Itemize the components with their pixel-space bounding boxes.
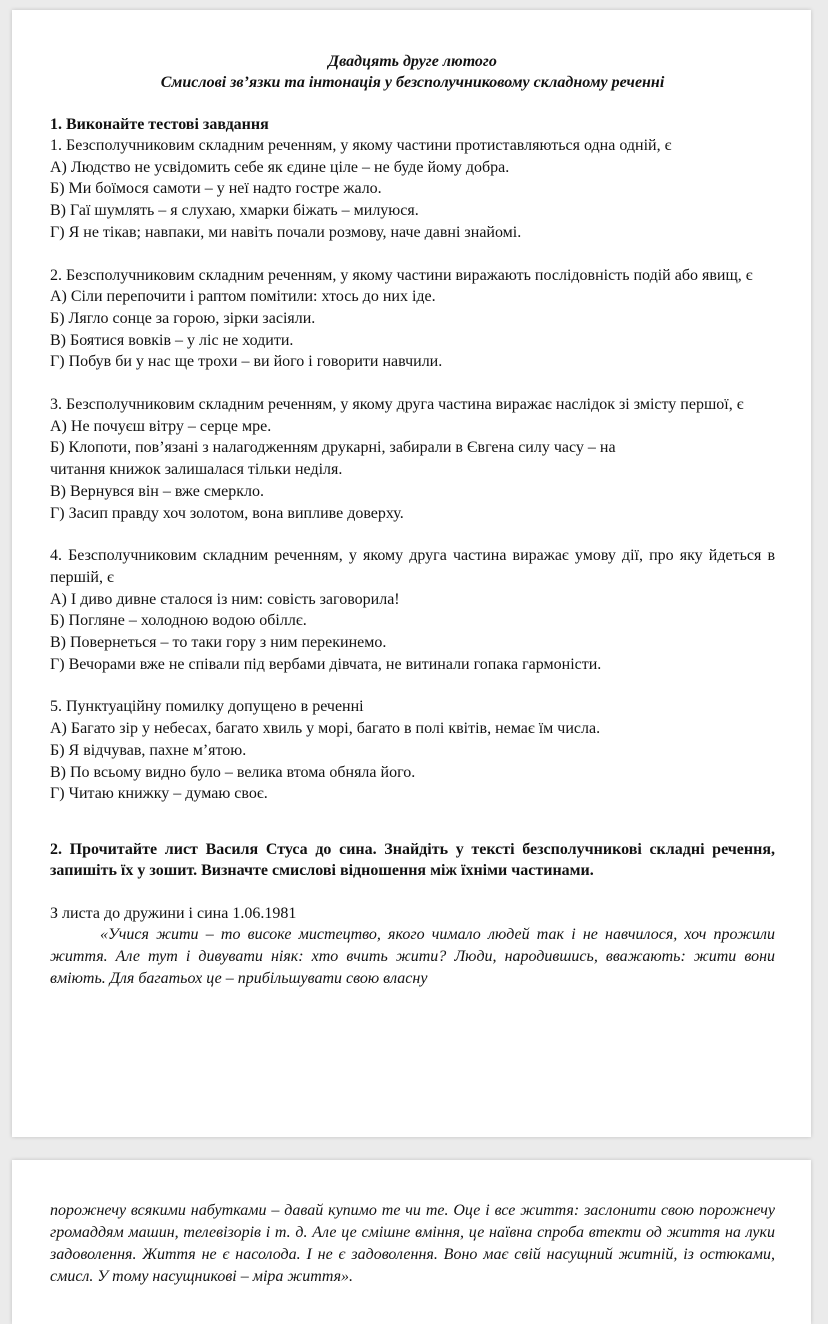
question-3 xyxy=(50,394,775,524)
question-1 xyxy=(50,135,775,244)
page-2-content xyxy=(50,1200,775,1288)
document-page-2 xyxy=(12,1160,811,1324)
spacer xyxy=(50,373,775,394)
answer-option: В) Вернувся він – вже смеркло. xyxy=(50,482,264,500)
question-4 xyxy=(50,545,775,675)
document-page-1 xyxy=(12,10,811,1137)
answer-option: Б) Лягло сонце за горою, зірки засіяли. xyxy=(50,309,316,327)
answer-option: Г) Вечорами вже не співали під вербами дівчата, не витинали гопака гармоністи. xyxy=(50,655,602,673)
lesson-date: Двадцять друге лютого xyxy=(328,53,497,70)
answer-option: А) Не почуєш вітру – серце мре. xyxy=(50,417,272,435)
answer-option: В) По всьому видно було – велика втома обняла його. xyxy=(50,763,416,781)
lesson-topic: Смислові зв’язки та інтонація у безсполучниковому складному реченні xyxy=(160,74,665,91)
letter-quote-part-2: порожнечу всякими набутками – давай купимо те чи те. Оце і все життя: заслонити свою порожнечу громаддям машин, телевізорів і т. д. Але це смішне вміння, це наївна спроба втекти од життя на луки задоволення. Життя не є насолода. І не є задоволення. Воно має свій насущний житній, із остюками, смисл. У тому насущникові – міра життя». xyxy=(50,1202,775,1285)
spacer xyxy=(50,882,775,903)
letter-quote-part-1: «Учися жити – то високе мистецтво, якого чимало людей так і не навчилося, хоч прожили життя. Але тут і дивувати ніяк: хто вчить жити? Люди, народившись, вважають: жити вони вміють. Для багатьох це – прибільшувати свою власну xyxy=(50,925,775,987)
page-1-content xyxy=(50,51,775,990)
answer-option: В) Гаї шумлять – я слухаю, хмарки біжать – милуюся. xyxy=(50,202,419,220)
question-text: 4. Безсполучниковим складним реченням, у якому друга частина виражає умову дії, про яку йдеться в першій, є xyxy=(50,547,775,586)
question-text: 2. Безсполучниковим складним реченням, у якому частини виражають послідовність подій або явищ, є xyxy=(50,266,753,284)
spacer xyxy=(50,805,775,839)
answer-option: Г) Читаю книжку – думаю своє. xyxy=(50,785,268,803)
answer-option: читання книжок залишалася тільки неділя. xyxy=(50,461,343,479)
answer-option: Б) Ми боїмося самоти – у неї надто гостре жало. xyxy=(50,180,382,198)
task-2-title: 2. Прочитайте лист Василя Стуса до сина. Знайдіть у тексті безсполучникові складні речення, запишіть їх у зошит. Визначте смислові відношення між їхніми частинами. xyxy=(50,840,775,880)
question-text: 1. Безсполучниковим складним реченням, у якому частини протиставляються одна одній, є xyxy=(50,137,672,154)
spacer xyxy=(50,244,775,265)
answer-option: Б) Клопоти, пов’язані з налагодженням друкарні, забирали в Євгена силу часу – на xyxy=(50,439,616,457)
question-text: 3. Безсполучниковим складним реченням, у якому друга частина виражає наслідок зі змісту першої, є xyxy=(50,396,744,414)
spacer xyxy=(50,675,775,696)
spacer xyxy=(50,93,775,114)
letter-source: З листа до дружини і сина 1.06.1981 xyxy=(50,904,297,922)
answer-option: В) Боятися вовків – у ліс не ходити. xyxy=(50,331,294,349)
spacer xyxy=(50,524,775,545)
answer-option: А) Багато зір у небесах, багато хвиль у морі, багато в полі квітів, немає їм числа. xyxy=(50,720,601,738)
answer-option: А) І диво дивне сталося із ним: совість заговорила! xyxy=(50,590,400,608)
answer-option: Г) Побув би у нас ще трохи – ви його і говорити навчили. xyxy=(50,353,443,371)
question-text: 5. Пунктуаційну помилку допущено в реченні xyxy=(50,698,364,716)
answer-option: Г) Засип правду хоч золотом, вона випливе доверху. xyxy=(50,504,404,522)
answer-option: Б) Погляне – холодною водою обіллє. xyxy=(50,612,307,630)
question-2 xyxy=(50,265,775,374)
answer-option: А) Людство не усвідомить себе як єдине ціле – не буде йому добра. xyxy=(50,158,510,176)
task-1-title: 1. Виконайте тестові завдання xyxy=(50,116,269,133)
answer-option: В) Повернеться – то таки гору з ним перекинемо. xyxy=(50,634,387,652)
question-5 xyxy=(50,696,775,805)
answer-option: Г) Я не тікав; навпаки, ми навіть почали розмову, наче давні знайомі. xyxy=(50,223,522,241)
answer-option: Б) Я відчував, пахне м’ятою. xyxy=(50,741,247,759)
answer-option: А) Сіли перепочити і раптом помітили: хтось до них іде. xyxy=(50,288,436,306)
